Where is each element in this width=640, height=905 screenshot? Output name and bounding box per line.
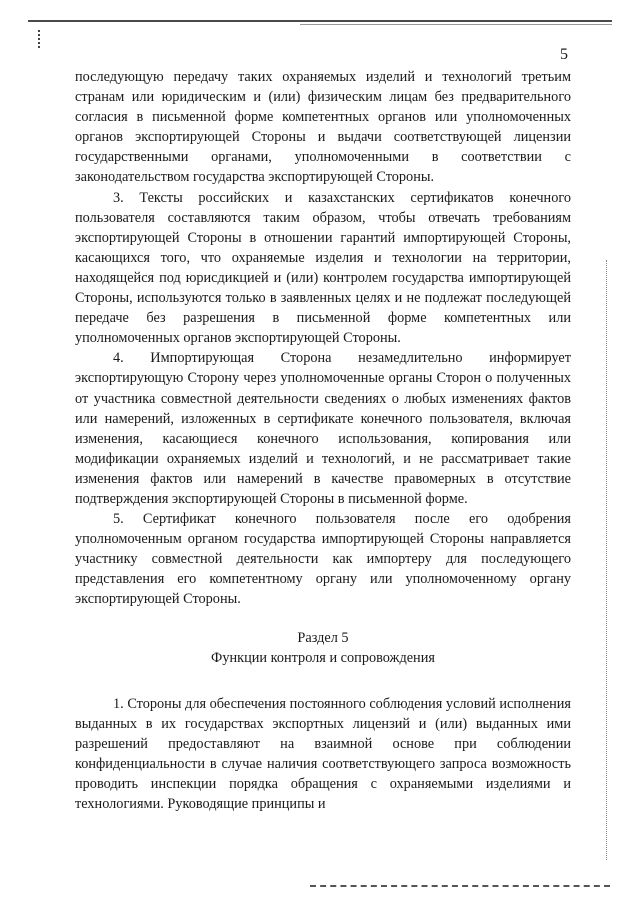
scan-artifact-left-mark: [38, 30, 42, 48]
section-number: Раздел 5: [297, 629, 349, 646]
scan-artifact-top-thin-line: [300, 24, 612, 25]
paragraph-section5-item-1: 1. Стороны для обеспечения постоянного соблюдения условий исполнения выданных в их государствах экспортных лицензий и (или) выданных ими разрешений предоставляют на взаимной основе при соблюдении конфиденциальности в случае наличия соответствующего запроса возможность проводить инспекции порядка обращения с охраняемыми изделиями и технологиями. Руководящие принципы и: [75, 695, 571, 812]
paragraph-item-4: 4. Импортирующая Сторона незамедлительно информирует экспортирующую Сторону через уполномоченные органы Сторон о полученных от участника совместной деятельности сведениях о любых изменениях фактов или намерений, изложенных в сертификате конечного пользователя, включая изменения, касающиеся конечного использования, копирования или модификации охраняемых изделий и технологий, и не рассматривает такие изменения фактов или намерений в качестве правомерных в отсутствие подтверждения экспортирующей Стороны в письменной форме.: [75, 350, 571, 507]
document-body: [75, 67, 571, 814]
paragraph-continuation: последующую передачу таких охраняемых изделий и технологий третьим странам или юридическим и (или) физическим лицам без предварительного согласия в письменной форме компетентных органов или уполномоченных органов экспортирующей Стороны и выдачи соответствующей лицензии государственными органами, уполномоченными в соответствии с законодательством государства экспортирующей Стороны.: [75, 69, 571, 186]
scan-artifact-right-edge: [606, 260, 608, 860]
page-number: 5: [560, 46, 568, 63]
scan-artifact-bottom-line: [310, 885, 610, 888]
section-heading: [75, 628, 571, 668]
paragraph-item-5: 5. Сертификат конечного пользователя после его одобрения уполномоченным органом государства импортирующей Стороны направляется участнику совместной деятельности как импортеру для последующего представления его компетентному органу или уполномоченному органу экспортирующей Стороны.: [75, 511, 571, 608]
section-title: Функции контроля и сопровождения: [211, 649, 435, 666]
paragraph-item-3: 3. Тексты российских и казахстанских сертификатов конечного пользователя составляются таким образом, чтобы отвечать требованиям экспортирующей Стороны в отношении гарантий импортирующей Стороны, касающихся того, что охраняемые изделия и технологии на территории, находящейся под юрисдикцией и (или) контролем государства импортирующей Стороны, используются только в заявленных целях и не подлежат последующей передаче без разрешения в письменной форме компетентных или уполномоченных органов экспортирующей Стороны.: [75, 189, 571, 347]
scan-artifact-top-line: [28, 20, 612, 22]
